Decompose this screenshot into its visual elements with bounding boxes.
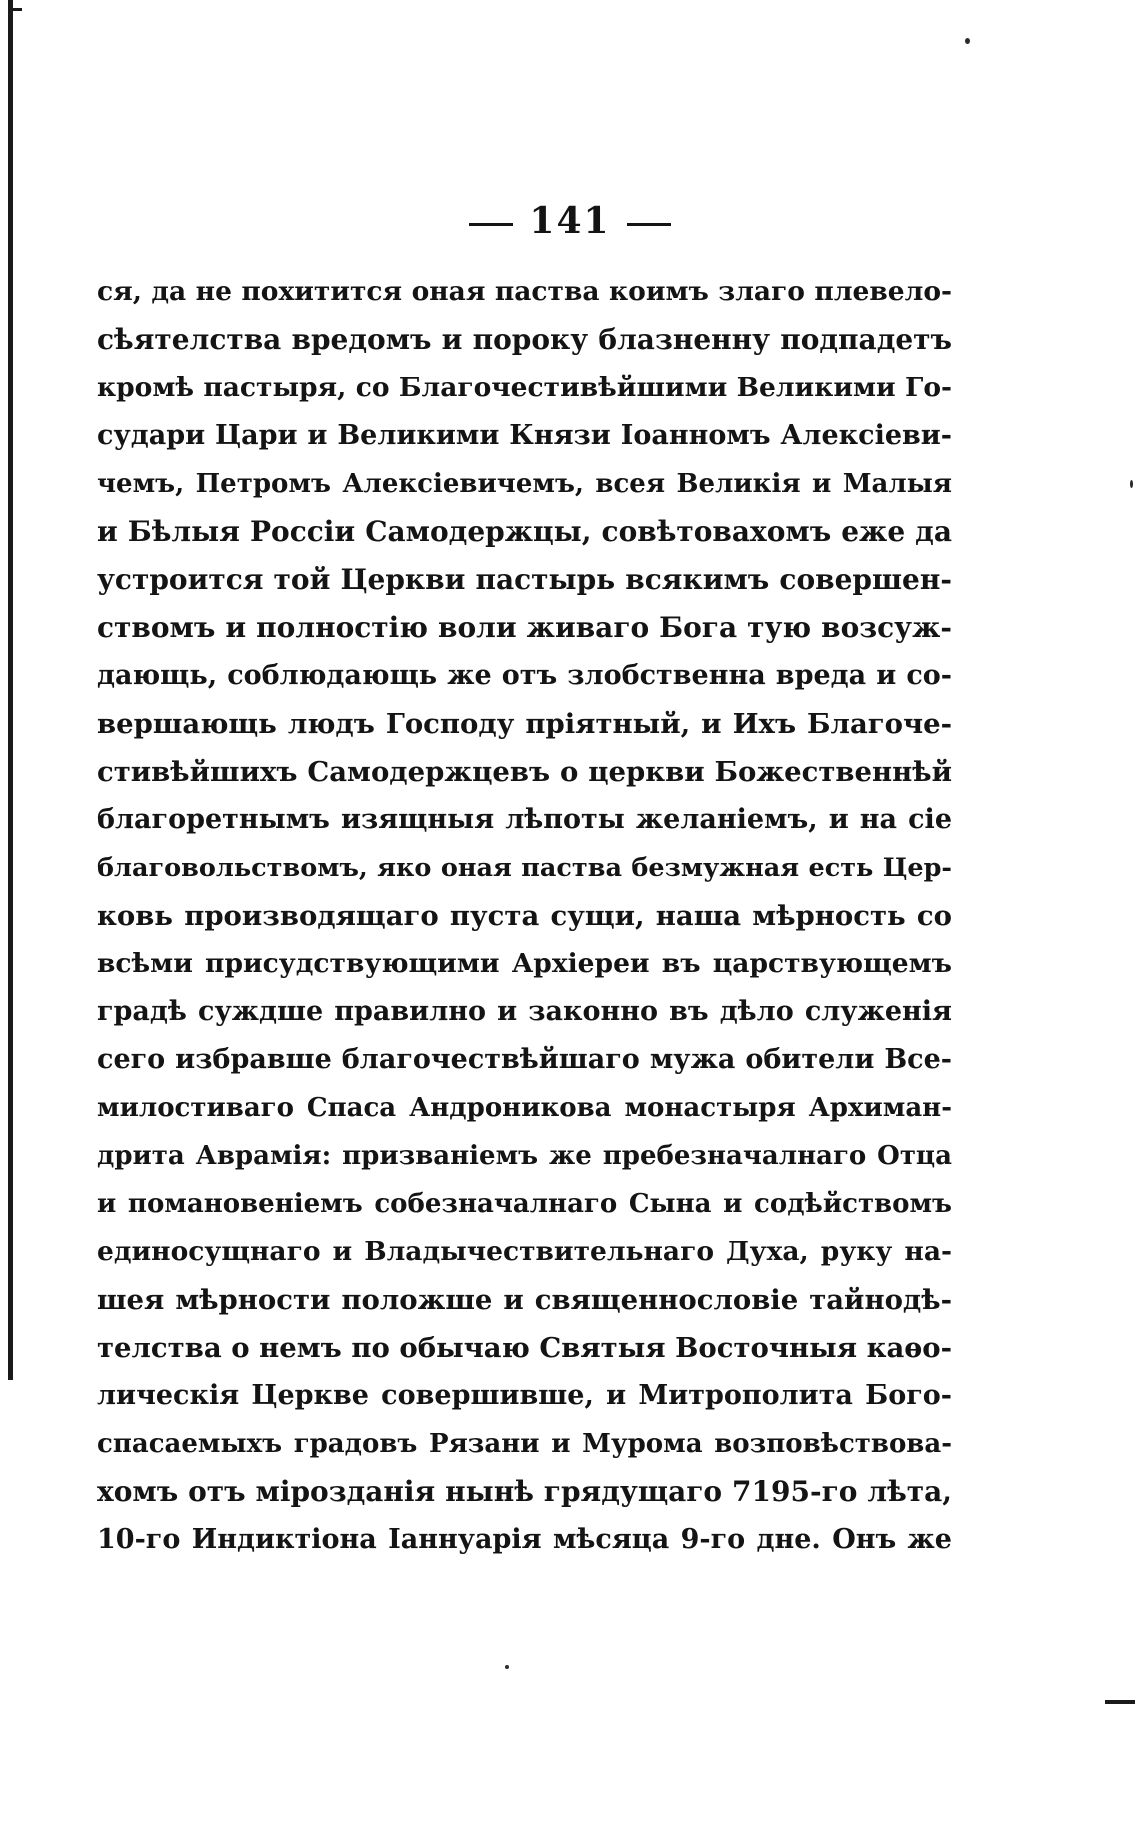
text-line: ковь производящаго пуста сущи, наша мѣрность со: [97, 900, 952, 932]
stray-mark: [505, 1665, 509, 1669]
text-line: телства о немъ по обычаю Святыя Восточныя каѳо-: [97, 1332, 952, 1364]
text-line: единосущнаго и Владычествительнаго Духа, руку на-: [97, 1236, 952, 1267]
page-number-dash-left: [469, 223, 513, 226]
text-line: 10-го Индиктіона Іаннуарія мѣсяца 9-го дне. Онъ же: [97, 1524, 952, 1555]
text-line: чемъ, Петромъ Алексіевичемъ, всея Великія и Малыя: [97, 469, 952, 499]
text-line: благовольствомъ, яко оная паства безмужная есть Цер-: [97, 853, 952, 883]
page-number-text: 141: [529, 200, 611, 242]
text-line: судари Цари и Великими Князи Іоанномъ Алексіеви-: [97, 420, 952, 451]
text-line: шея мѣрности положше и священнословіе тайнодѣ-: [97, 1284, 952, 1316]
footer-rule: [1105, 1700, 1135, 1704]
text-line: дающь, соблюдающь же отъ злобственна вреда и со-: [97, 660, 952, 691]
page-number: [0, 200, 1140, 242]
text-line: сѣятелства вредомъ и пороку блазненну подпадетъ: [97, 323, 952, 356]
stray-mark: [1130, 480, 1133, 488]
text-line: милостиваго Спаса Андроникова монастыря Архиман-: [97, 1093, 952, 1123]
text-line: стивѣйшихъ Самодержцевъ о церкви Божественнѣй: [97, 756, 952, 788]
text-line: кромѣ пастыря, со Благочестивѣйшими Великими Го-: [97, 372, 952, 403]
text-line: и Бѣлыя Россіи Самодержцы, совѣтовахомъ еже да: [97, 515, 952, 548]
page-number-dash-right: [627, 223, 671, 226]
text-line: вершающь людъ Господу пріятный, и Ихъ Благоче-: [97, 708, 952, 740]
scan-edge-top: [8, 8, 22, 11]
text-line: благоретнымъ изящныя лѣпоты желаніемъ, и на сіе: [97, 804, 952, 835]
text-line: дрита Аврамія: призваніемъ же пребезначалнаго Отца: [97, 1141, 952, 1171]
body-text: [97, 268, 952, 1564]
text-line: и помановеніемъ собезначалнаго Сына и содѣйствомъ: [97, 1189, 952, 1219]
text-line: лическія Церкве совершивше, и Митрополита Бого-: [97, 1380, 952, 1411]
text-line: градѣ суждше правилно и законно въ дѣло служенія: [97, 996, 952, 1027]
text-line: всѣми присудствующими Архіереи въ царствующемъ: [97, 948, 952, 979]
text-line: сего избравше благочествѣйшаго мужа обители Все-: [97, 1044, 952, 1075]
text-line: ся, да не похитится оная паства коимъ злаго плевело-: [97, 276, 952, 307]
text-line: ствомъ и полностію воли живаго Бога тую возсуж-: [97, 611, 952, 644]
text-line: хомъ отъ мірозданія нынѣ грядущаго 7195-го лѣта,: [97, 1475, 952, 1508]
stray-mark: [965, 38, 970, 44]
text-line: устроится той Церкви пастырь всякимъ совершен-: [97, 563, 952, 596]
text-line: спасаемыхъ градовъ Рязани и Мурома возповѣствова-: [97, 1429, 952, 1459]
